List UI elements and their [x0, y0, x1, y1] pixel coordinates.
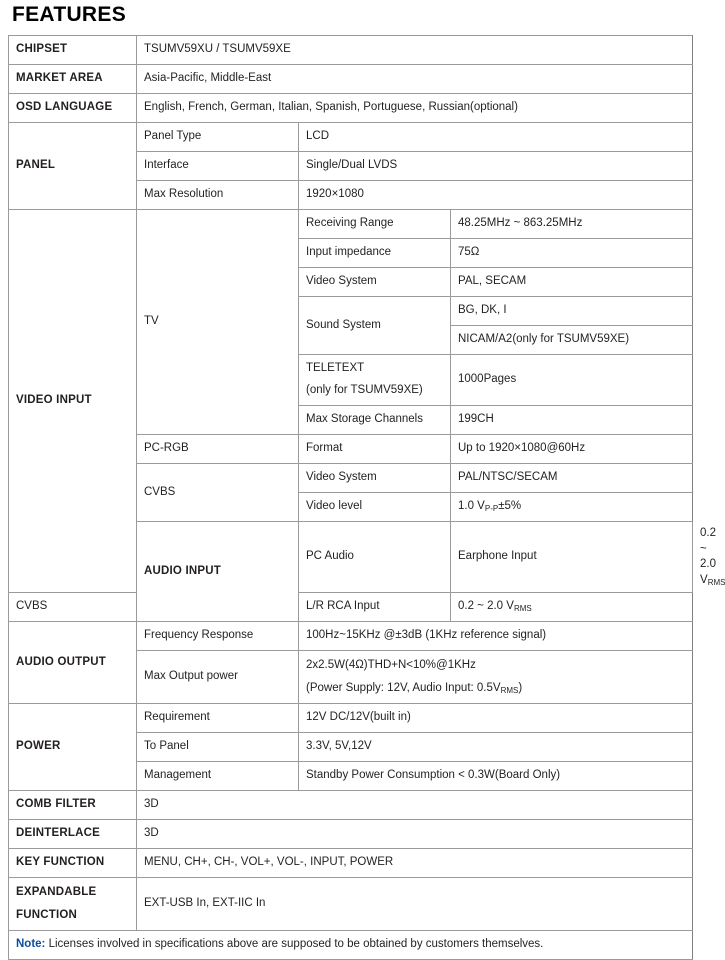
expandable-label-line2: FUNCTION [16, 909, 78, 922]
cvbs-label: CVBS [137, 464, 299, 522]
table-row [9, 36, 693, 65]
table-row [9, 791, 693, 820]
cvbs-item-value: PAL/NTSC/SECAM [451, 464, 693, 493]
maxpower-line1: 2x2.5W(4Ω)THD+N<10%@1KHz [306, 659, 476, 672]
table-row [9, 849, 693, 878]
table-row [9, 878, 693, 931]
panel-item-name: Interface [137, 152, 299, 181]
note-text: Licenses involved in specifications above are supposed to be obtained by customers themselves. [45, 938, 544, 951]
power-item-value: Standby Power Consumption < 0.3W(Board Only) [299, 762, 693, 791]
power-item-name: To Panel [137, 733, 299, 762]
row-label-chipset: CHIPSET [9, 36, 137, 65]
teletext-label-line1: TELETEXT [306, 362, 365, 375]
table-row [9, 593, 693, 622]
cvbs-item-value [451, 493, 693, 522]
table-row [9, 94, 693, 123]
table-row [9, 704, 693, 733]
row-value-key-function: MENU, CH+, CH-, VOL+, VOL-, INPUT, POWER [137, 849, 693, 878]
row-label-deinterlace: DEINTERLACE [9, 820, 137, 849]
sound-system-value: NICAM/A2(only for TSUMV59XE) [451, 326, 693, 355]
teletext-label [299, 355, 451, 406]
audio-input-value-pre: 0.2 ~ 2.0 V [458, 600, 514, 613]
tv-item-name: Receiving Range [299, 210, 451, 239]
panel-item-name: Panel Type [137, 123, 299, 152]
audio-input-name: CVBS [9, 593, 137, 622]
audio-input-value-pre: 0.2 ~ 2.0 V [700, 527, 717, 586]
table-row [9, 210, 693, 239]
maxpower-line2 [306, 681, 685, 697]
cvbs-level-pre: 1.0 V [458, 500, 485, 513]
panel-item-value: LCD [299, 123, 693, 152]
power-item-name: Requirement [137, 704, 299, 733]
audio-input-value-sub: RMS [707, 577, 725, 587]
audio-output-maxpower-label: Max Output power [137, 651, 299, 704]
maxpower-line2-sub: RMS [500, 685, 519, 695]
max-storage-label: Max Storage Channels [299, 406, 451, 435]
table-row [9, 622, 693, 651]
audio-input-value [451, 593, 693, 622]
sound-system-value: BG, DK, I [451, 297, 693, 326]
video-input-tv-label: TV [137, 210, 299, 435]
table-row [9, 820, 693, 849]
audio-input-sub: L/R RCA Input [299, 593, 451, 622]
row-label-panel: PANEL [9, 123, 137, 210]
tv-item-value: PAL, SECAM [451, 268, 693, 297]
cvbs-item-name: Video System [299, 464, 451, 493]
row-value-market-area: Asia-Pacific, Middle-East [137, 65, 693, 94]
cvbs-level-post: ±5% [498, 500, 522, 513]
row-value-comb-filter: 3D [137, 791, 693, 820]
row-label-expandable-function [9, 878, 137, 931]
panel-item-value: Single/Dual LVDS [299, 152, 693, 181]
table-row [9, 65, 693, 94]
tv-item-name: Video System [299, 268, 451, 297]
page-title: FEATURES [12, 3, 127, 26]
row-value-osd-language: English, French, German, Italian, Spanish, Portuguese, Russian(optional) [137, 94, 693, 123]
power-item-value: 12V DC/12V(built in) [299, 704, 693, 733]
tv-item-value: 48.25MHz ~ 863.25MHz [451, 210, 693, 239]
max-storage-value: 199CH [451, 406, 693, 435]
row-label-key-function: KEY FUNCTION [9, 849, 137, 878]
tv-item-name: Input impedance [299, 239, 451, 268]
row-value-chipset: TSUMV59XU / TSUMV59XE [137, 36, 693, 65]
maxpower-line2-pre: (Power Supply: 12V, Audio Input: 0.5V [306, 681, 501, 694]
cvbs-level-sub: P-P [484, 504, 499, 514]
panel-item-name: Max Resolution [137, 181, 299, 210]
power-item-value: 3.3V, 5V,12V [299, 733, 693, 762]
table-row [9, 931, 693, 960]
expandable-label-line1: EXPANDABLE [16, 885, 97, 898]
row-label-power: POWER [9, 704, 137, 791]
features-page [0, 3, 725, 951]
row-label-audio-output: AUDIO OUTPUT [9, 622, 137, 704]
table-row [9, 123, 693, 152]
power-item-name: Management [137, 762, 299, 791]
audio-input-name: PC Audio [299, 522, 451, 593]
row-label-osd-language: OSD LANGUAGE [9, 94, 137, 123]
row-label-audio-input: AUDIO INPUT [137, 522, 299, 622]
row-label-video-input: VIDEO INPUT [9, 210, 137, 593]
audio-input-value-sub: RMS [513, 604, 532, 614]
row-label-comb-filter: COMB FILTER [9, 791, 137, 820]
note-row [9, 931, 693, 960]
audio-input-sub: Earphone Input [451, 522, 693, 593]
sound-system-label: Sound System [299, 297, 451, 355]
teletext-value: 1000Pages [451, 355, 693, 406]
specifications-table [8, 35, 725, 960]
teletext-label-line2: (only for TSUMV59XE) [306, 384, 423, 396]
pc-rgb-label: PC-RGB [137, 435, 299, 464]
cvbs-item-name: Video level [299, 493, 451, 522]
tv-item-value: 75Ω [451, 239, 693, 268]
note-label: Note: [16, 938, 46, 951]
panel-item-value: 1920×1080 [299, 181, 693, 210]
row-value-expandable-function: EXT-USB In, EXT-IIC In [137, 878, 693, 931]
pc-rgb-item-value: Up to 1920×1080@60Hz [451, 435, 693, 464]
audio-output-freq-label: Frequency Response [137, 622, 299, 651]
maxpower-line2-post: ) [518, 681, 523, 694]
audio-output-maxpower-value [299, 651, 693, 704]
pc-rgb-item-name: Format [299, 435, 451, 464]
row-value-deinterlace: 3D [137, 820, 693, 849]
audio-output-freq-value: 100Hz~15KHz @±3dB (1KHz reference signal) [299, 622, 693, 651]
row-label-market-area: MARKET AREA [9, 65, 137, 94]
